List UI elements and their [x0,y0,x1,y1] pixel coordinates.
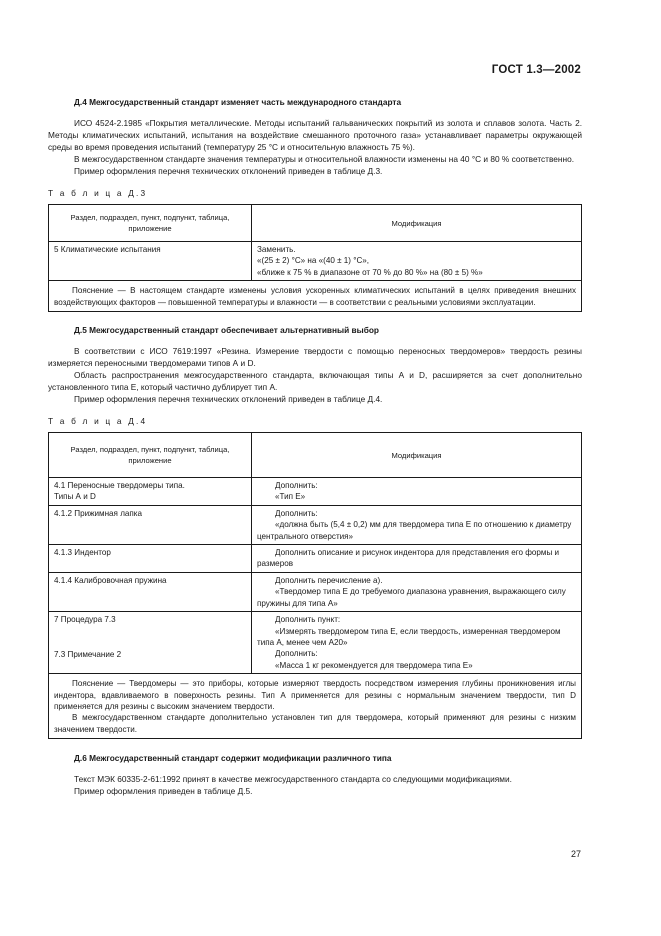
table-cell-modification [252,478,582,506]
page-number: 27 [570,849,581,859]
modification-line: «Твердомер типа Е до требуемого диапазона уравнения, выражающего силу пружины для типа А» [257,587,566,608]
section-d4-paragraph: В межгосударственном стандарте значения температуры и относительной влажности изменены на 40 °С и 80 % соответственно. [74,154,574,164]
section-d5-paragraph: В соответствии с ИСО 7619:1997 «Резина. Измерение твердости с помощью переносных твердомеров» твердость резины измеряется переносными твердомерами типов А и D. [48,346,582,369]
modification-line: «должна быть (5,4 ± 0,2) мм для твердомера типа Е по отношению к диаметру центрального отверстия» [257,520,572,541]
section-d4-paragraph: ИСО 4524-2.1985 «Покрытия металлические. Методы испытаний гальванических покрытий из золота и сплавов золота. Часть 2. Методы климатических испытаний, испытания на воздействие смешанного проточного газа» устанавливает параметры окружающей среды во время проведения испытаний (температуру 25 °С и относительную влажность 75 %). [48,118,582,152]
column-header-modification: Модификация [252,433,582,478]
modification-line: «(25 ± 2) °С» на «(40 ± 1) °С», [257,256,370,266]
table-cell-section: 4.1.4 Калибровочная пружина [49,572,252,611]
modification-line: Дополнить пункт: [275,615,341,625]
section-d5-paragraph: Пример оформления перечня технических отклонений приведен в таблице Д.4. [74,394,383,405]
column-header-modification: Модификация [252,205,582,242]
section-line: Типы А и D [54,492,96,502]
section-d5-title: Д.5 Межгосударственный стандарт обеспечивает альтернативный выбор [74,325,379,336]
note-text: Пояснение — В настоящем стандарте изменены условия ускоренных климатических испытаний в целях приведения внешних воздействующих факторов — повышенной температуры и влажности — в соответствии с реальными условиями эксплуатации. [54,286,576,307]
section-d6-title: Д.6 Межгосударственный стандарт содержит модификации различного типа [74,753,392,764]
table-cell-section [49,612,252,674]
note-text: Пояснение — Твердомеры — это приборы, которые измеряют твердость посредством измерения глубины проникновения иглы индентора, вдавливаемого в поверхность резины. Тип А применяется для резины с нормальным значением твердости, тип D применяется для резины с высоким значением твердости. [54,679,576,711]
table-row [49,478,582,506]
table-cell-section [49,478,252,506]
note-text: В межгосударственном стандарте дополнительно установлен тип для твердомера, который применяют для резины с низким значением твердости. [54,713,576,734]
table-header-row [49,205,582,242]
section-d5-paragraph: Область распространения межгосударственного стандарта, включающая типы А и D, расширяется за счет дополнительно установленного типа Е, который частично дублирует тип А. [48,370,582,393]
section-line: 7.3 Примечание 2 [54,649,122,659]
table-row [49,242,582,281]
modification-line: Дополнить: [275,508,318,518]
section-d4-paragraph: Пример оформления перечня технических отклонений приведен в таблице Д.3. [74,166,383,176]
table-cell-modification [252,572,582,611]
table-cell-modification [252,505,582,544]
table-header-row [49,433,582,478]
modification-line: «Масса 1 кг рекомендуется для твердомера типа Е» [275,660,473,670]
table-note-row [49,674,582,739]
modification-line: «Тип Е» [275,492,306,502]
table-note-row [49,281,582,312]
table-note [49,674,582,739]
page-content [48,96,582,797]
modification-line: Дополнить: [275,481,318,491]
section-d6-paragraph: Пример оформления приведен в таблице Д.5. [74,786,253,797]
modification-line: Дополнить перечисление а). [275,575,383,585]
modification-line: Заменить. [257,245,296,254]
section-d6-paragraph: Текст МЭК 60335-2-61:1992 принят в качестве межгосударственного стандарта со следующими модификациями. [74,774,512,785]
table-d3 [48,204,582,312]
modification-line: «Измерять твердомером типа Е, если твердость, измеренная твердомером типа А, менее чем А20» [257,626,561,647]
table-cell-modification [252,242,582,281]
modification-line: Дополнить описание и рисунок индентора для представления его формы и размеров [257,548,560,569]
table-row [49,612,582,674]
table-cell-section: 5 Климатические испытания [49,242,252,281]
column-header-section: Раздел, подраздел, пункт, подпункт, таблица, приложение [49,433,252,478]
table-row [49,545,582,573]
section-line: 7 Процедура 7.3 [54,615,116,625]
section-line: 4.1 Переносные твердомеры типа. [54,481,185,491]
section-d4-title: Д.4 Межгосударственный стандарт изменяет часть международного стандарта [74,97,402,107]
table-row [49,505,582,544]
column-header-section: Раздел, подраздел, пункт, подпункт, таблица, приложение [49,205,252,242]
table-note [49,281,582,312]
modification-line: Дополнить: [275,649,318,659]
table-d4-caption: Т а б л и ц а Д.4 [48,416,148,427]
table-cell-section: 4.1.2 Прижимная лапка [49,505,252,544]
document-code: ГОСТ 1.3—2002 [491,64,581,76]
modification-line: «ближе к 75 % в диапазоне от 70 % до 80 %» на (80 ± 5) %» [257,267,483,277]
table-cell-modification [252,612,582,674]
table-d3-caption: Т а б л и ц а Д.3 [48,188,148,198]
table-cell-modification [252,545,582,573]
table-row [49,572,582,611]
table-cell-section: 4.1.3 Индентор [49,545,252,573]
table-d4 [48,432,582,739]
